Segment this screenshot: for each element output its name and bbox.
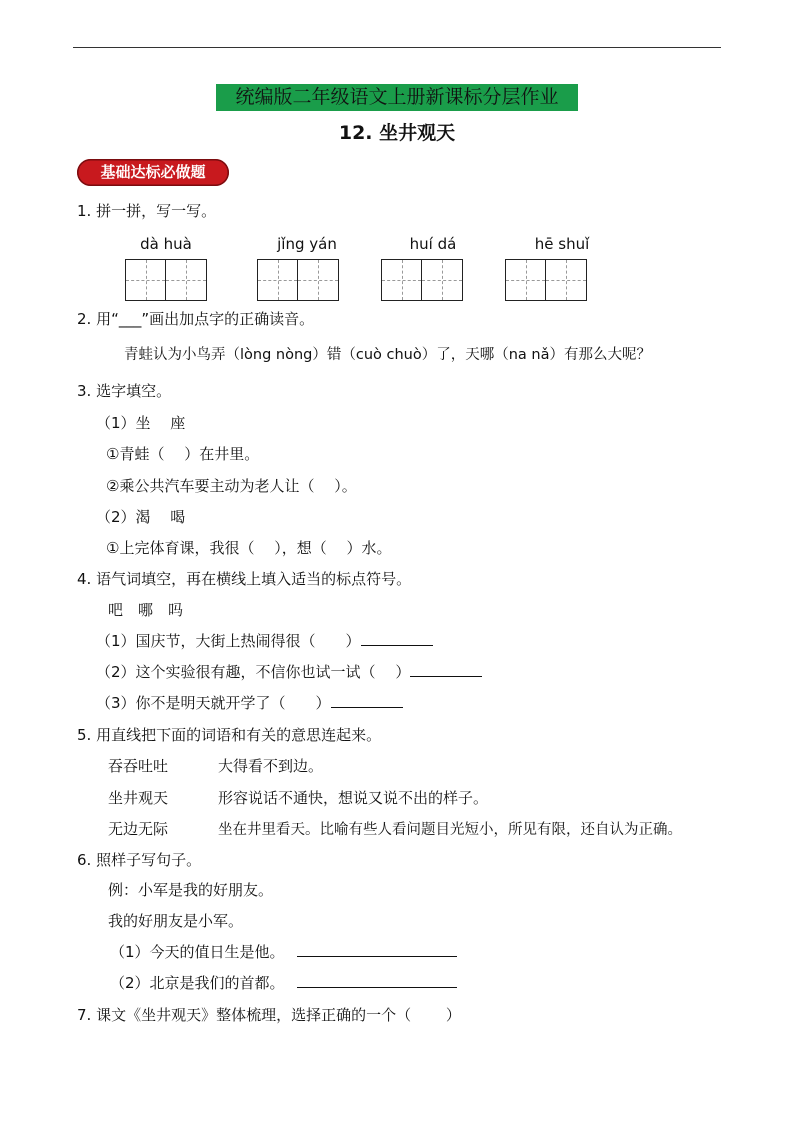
answer-blank[interactable]: [361, 631, 433, 646]
pinyin-3: huí dá: [409, 235, 457, 253]
pinyin-4: hē shuǐ: [534, 235, 590, 253]
question-4-item-1-text: （1）国庆节，大街上热闹得很（ ）: [96, 632, 361, 650]
idiom-meaning-1[interactable]: 大得看不到边。: [218, 757, 324, 775]
question-7-prompt: 7. 课文《坐井观天》整体梳理，选择正确的一个（ ）: [77, 1006, 461, 1024]
writing-grid-4[interactable]: [505, 259, 587, 301]
question-4-item-3-text: （3）你不是明天就开学了（ ）: [96, 694, 331, 712]
question-4-item-3: [96, 692, 403, 713]
question-3-group-1-item-2: ②乘公共汽车要主动为老人让（ ）。: [106, 477, 357, 495]
question-4-item-2-text: （2）这个实验很有趣，不信你也试一试（ ）: [96, 663, 411, 681]
question-6-example-line-1: 例：小军是我的好朋友。: [108, 881, 274, 899]
answer-blank[interactable]: [331, 693, 403, 708]
idiom-word-3[interactable]: 无边无际: [108, 820, 169, 838]
question-4-item-1: [96, 630, 433, 651]
question-3-group-1-label: （1）坐 座: [96, 414, 186, 432]
writing-grid-1[interactable]: [125, 259, 207, 301]
idiom-word-2[interactable]: 坐井观天: [108, 789, 169, 807]
idiom-meaning-3[interactable]: 坐在井里看天。比喻有些人看问题目光短小，所见有限，还自认为正确。: [218, 822, 682, 838]
pinyin-2: jǐng yán: [277, 235, 337, 253]
pinyin-1: dà huà: [140, 235, 192, 253]
question-3-group-1-item-1: ①青蛙（ ）在井里。: [106, 445, 260, 463]
writing-grid-2[interactable]: [257, 259, 339, 301]
question-6-item-2: [110, 972, 457, 993]
question-6-item-1-text: （1）今天的值日生是他。: [110, 943, 285, 961]
question-4-item-2: [96, 661, 482, 682]
question-3-group-2-item-1: ①上完体育课，我很（ ），想（ ）水。: [106, 539, 392, 557]
question-4-choices: 吧 哪 吗: [108, 601, 184, 619]
top-rule: [73, 47, 721, 48]
question-3-prompt: 3. 选字填空。: [77, 382, 172, 400]
question-3-group-2-label: （2）渴 喝: [96, 508, 186, 526]
question-2-sentence: 青蛙认为小鸟弄（lòng nòng）错（cuò chuò）了，天哪（na nǎ）有那么大呢？: [124, 347, 651, 363]
question-5-prompt: 5. 用直线把下面的词语和有关的意思连起来。: [77, 726, 382, 744]
lesson-title: 12. 坐井观天: [338, 122, 456, 144]
question-1-prompt: 1. 拼一拼，写一写。: [77, 202, 217, 220]
idiom-word-1[interactable]: 吞吞吐吐: [108, 757, 169, 775]
question-6-example-line-2: 我的好朋友是小军。: [108, 912, 244, 930]
question-6-prompt: 6. 照样子写句子。: [77, 851, 202, 869]
worksheet-banner: 统编版二年级语文上册新课标分层作业: [216, 84, 578, 111]
answer-blank[interactable]: [410, 662, 482, 677]
question-6-item-2-text: （2）北京是我们的首都。: [110, 974, 285, 992]
idiom-meaning-2[interactable]: 形容说话不通快，想说又说不出的样子。: [218, 789, 489, 807]
question-6-item-1: [110, 941, 457, 962]
section-badge: 基础达标必做题: [77, 159, 229, 186]
question-2-prompt: 2. 用“___”画出加点字的正确读音。: [77, 310, 315, 328]
answer-blank[interactable]: [297, 942, 457, 957]
writing-grid-3[interactable]: [381, 259, 463, 301]
question-4-prompt: 4. 语气词填空，再在横线上填入适当的标点符号。: [77, 570, 412, 588]
answer-blank[interactable]: [297, 973, 457, 988]
